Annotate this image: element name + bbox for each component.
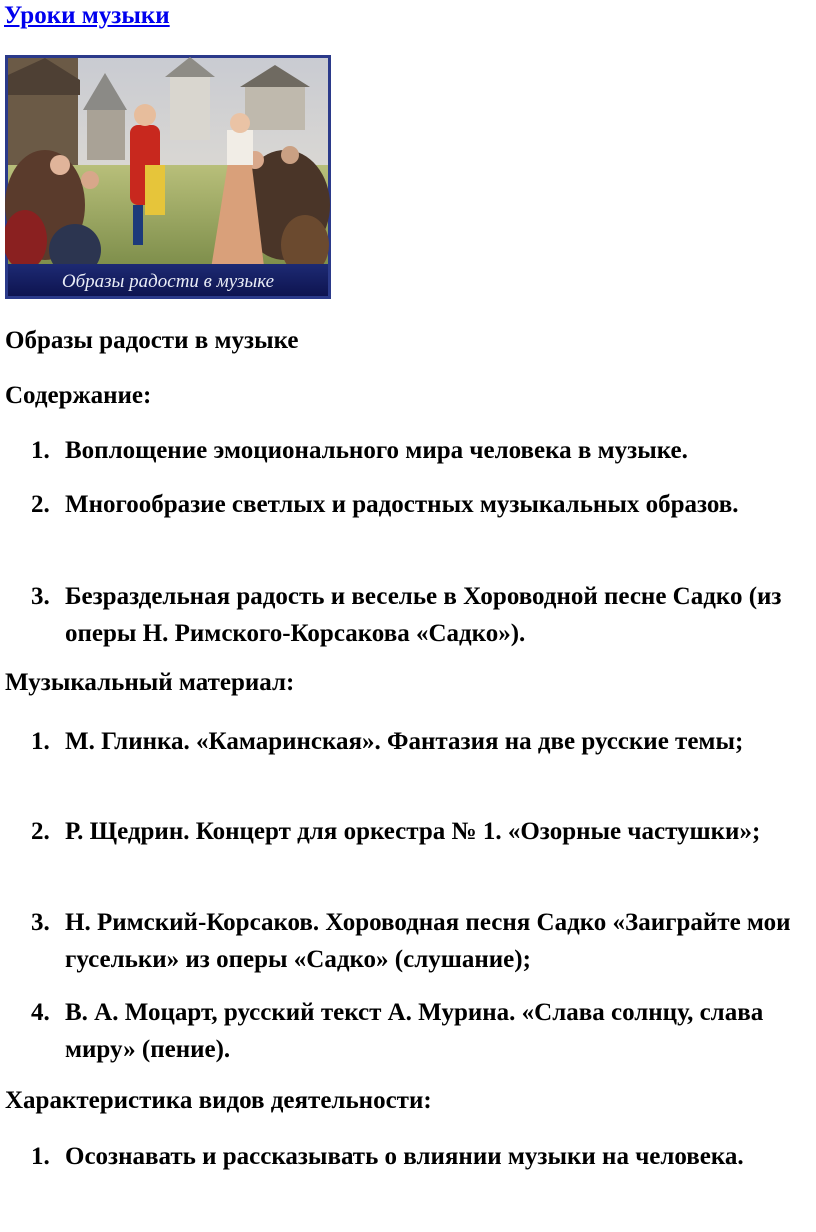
painting-folk-dance-image: [5, 55, 331, 299]
activities-list: [0, 1138, 808, 1175]
list-item: 1. Воплощение эмоционального мира человека в музыке.: [31, 437, 688, 464]
list-item: 1. М. Глинка. «Камаринская». Фантазия на две русские темы;: [31, 728, 744, 755]
list-item: 2. Многообразие светлых и радостных музыкальных образов.: [31, 491, 739, 518]
image-caption: Образы радости в музыке: [61, 271, 275, 292]
materials-list-3: [0, 904, 808, 978]
contents-list: [0, 432, 808, 469]
materials-list-4: [0, 994, 808, 1068]
lessons-link[interactable]: Уроки музыки: [4, 2, 170, 29]
page-title: Образы радости в музыке: [5, 327, 299, 354]
section-heading-materials: Музыкальный материал:: [5, 669, 295, 696]
section-heading-activities: Характеристика видов деятельности:: [5, 1087, 432, 1114]
contents-list-3: [0, 578, 808, 652]
list-item: 3. Н. Римский-Корсаков. Хороводная песня Садко «Заиграйте мои гусельки» из оперы «Садко» (слушание);: [31, 909, 791, 973]
materials-list-2: [0, 813, 808, 850]
contents-list-2: [0, 486, 808, 523]
materials-list: [0, 723, 808, 760]
list-item: 3. Безраздельная радость и веселье в Хороводной песне Садко (из оперы Н. Римского-Корсакова «Садко»).: [31, 583, 782, 647]
list-item: 2. Р. Щедрин. Концерт для оркестра № 1. «Озорные частушки»;: [31, 818, 761, 845]
list-item: 4. В. А. Моцарт, русский текст А. Мурина. «Слава солнцу, слава миру» (пение).: [31, 999, 764, 1063]
list-item: 1. Осознавать и рассказывать о влиянии музыки на человека.: [31, 1143, 744, 1170]
section-heading-contents: Содержание:: [5, 382, 152, 409]
